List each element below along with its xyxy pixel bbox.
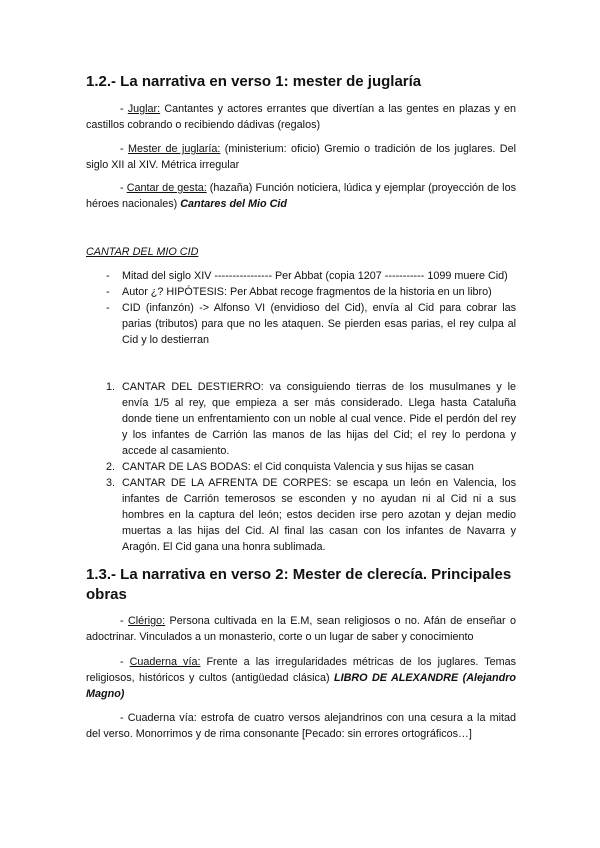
term-mester-juglaria: Mester de juglaría: xyxy=(128,143,221,155)
dash: - xyxy=(120,143,129,155)
definition-cantar-gesta: (hazaña) Función noticiera, lúdica y ejemplar (proyección de los héroes nacionales) xyxy=(86,182,516,210)
cantar-heading: CANTAR DEL MIO CID xyxy=(86,246,199,258)
definition-mester-juglaria: (ministerium: oficio) Gremio o tradición de los juglares. Del siglo XII al XIV. Métrica irregular xyxy=(86,143,516,171)
paragraph-cantar-gesta xyxy=(86,180,516,212)
bullet-item: - Mitad del siglo XIV ---------------- Per Abbat (copia 1207 ----------- 1099 muere Cid) xyxy=(106,270,508,282)
paragraph-cuaderna-via-estrofa: - Cuaderna vía: estrofa de cuatro versos alejandrinos con una cesura a la mitad del verso. Monorrimos y de rima consonante [Pecado: sin errores ortográficos…] xyxy=(86,712,516,740)
cantares-numbered-list xyxy=(86,379,516,555)
paragraph-mester-juglaria xyxy=(86,141,516,173)
definition-clerigo: Persona cultivada en la E.M, sean religiosos o no. Afán de enseñar o adoctrinar. Vinculados a un monasterio, corte o un lugar de saber y conocimiento xyxy=(86,615,516,643)
emphasis-cantares-mio-cid: Cantares del Mio Cid xyxy=(180,198,288,210)
definition-juglar: Cantantes y actores errantes que divertían a las gentes en plazas y en castillos cobrando o recibiendo dádivas (regalos) xyxy=(86,103,516,131)
bullet-item: - CID (infanzón) -> Alfonso VI (envidioso del Cid), envía al Cid para cobrar las parias (tributos) para que no les ataquen. Se pierden esas parias, el rey culpa al Cid y lo destierran xyxy=(106,302,516,346)
emphasis-libro-alexandre: LIBRO DE ALEXANDRE (Alejandro Magno) xyxy=(86,672,516,700)
section-title-1-3: 1.3.- La narrativa en verso 2: Mester de clerecía. Principales obras xyxy=(86,566,512,603)
numbered-item: 3. CANTAR DE LA AFRENTA DE CORPES: se escapa un león en Valencia, los infantes de Carrión temerosos se esconden y no ayudan ni al Cid ni a sus hombres en la captura del león; estos deciden irse pero azotan y dejan medio muertas a las hijas del Cid. Al final las casan con los infantes de Navarra y Aragón. El Cid gana una honra sublimada. xyxy=(106,477,516,553)
dash: - xyxy=(120,103,128,115)
term-juglar: Juglar: xyxy=(127,103,161,115)
numbered-item: 2. CANTAR DE LAS BODAS: el Cid conquista Valencia y sus hijas se casan xyxy=(106,461,474,473)
numbered-item: 1. CANTAR DEL DESTIERRO: va consiguiendo tierras de los musulmanes y le envía 1/5 al rey, que empieza a ser más considerado. Llega hasta Cataluña donde tiene un enfrentamiento con un noble al cual vence. Pide el perdón del rey y los infantes de Carrión las manos de las hijas del Cid; el rey lo perdona y accede al casamiento. xyxy=(106,381,516,457)
dash: - xyxy=(120,656,130,668)
definition-cuaderna-via: Frente a las irregularidades métricas de los juglares. Temas religiosos, históricos y cultos (antigüedad clásica) xyxy=(86,656,516,684)
paragraph-clerigo xyxy=(86,613,516,645)
dash: - xyxy=(120,182,127,194)
section-title-1-2: 1.2.- La narrativa en verso 1: mester de juglaría xyxy=(86,73,422,90)
paragraph-cuaderna-via xyxy=(86,654,516,702)
paragraph-juglar xyxy=(86,101,516,133)
term-clerigo: Clérigo: xyxy=(127,615,166,627)
term-cantar-gesta: Cantar de gesta: xyxy=(126,182,207,194)
dash: - xyxy=(120,615,128,627)
bullet-item: - Autor ¿? HIPÓTESIS: Per Abbat recoge fragmentos de la historia en un libro) xyxy=(106,286,492,298)
term-cuaderna-via: Cuaderna vía: xyxy=(129,656,201,668)
cantar-bullet-list xyxy=(86,268,516,348)
